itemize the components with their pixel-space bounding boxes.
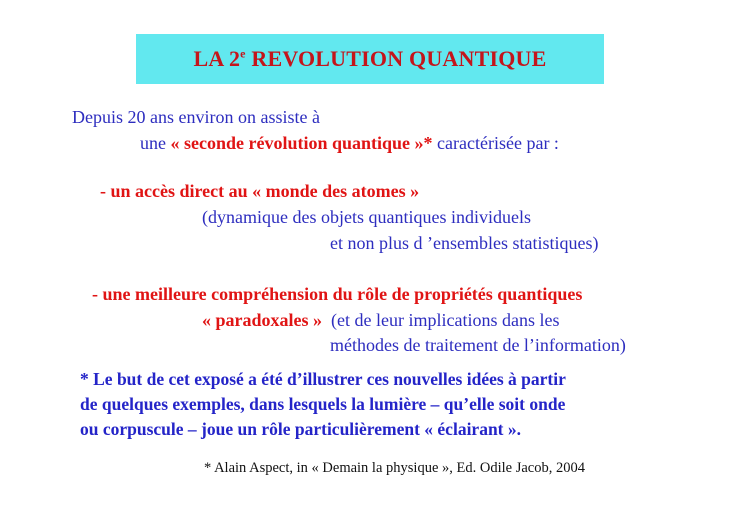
note-line-2: de quelques exemples, dans lesquels la lumière – qu’elle soit onde xyxy=(80,394,566,414)
page-title xyxy=(194,46,547,72)
title-banner xyxy=(136,34,604,84)
point1-detail-1: (dynamique des objets quantiques individuels xyxy=(202,207,531,227)
point1-detail-2: et non plus d ’ensembles statistiques) xyxy=(330,233,599,253)
intro-line-2-pre: une xyxy=(140,133,171,153)
point2-detail-1: (et de leur implications dans les xyxy=(322,310,560,330)
intro-line-2 xyxy=(140,132,559,154)
title-superscript: e xyxy=(240,46,246,61)
note-line-3: ou corpuscule – joue un rôle particulièrement « éclairant ». xyxy=(80,419,522,439)
title-prefix: LA 2 xyxy=(193,46,241,71)
point2-detail-2: méthodes de traitement de l’information) xyxy=(330,335,626,355)
citation: * Alain Aspect, in « Demain la physique », Ed. Odile Jacob, 2004 xyxy=(204,460,585,476)
point2-heading: - une meilleure compréhension du rôle de propriétés quantiques xyxy=(92,284,583,304)
point2-line-2 xyxy=(202,309,559,331)
intro-line-1: Depuis 20 ans environ on assiste à xyxy=(72,107,320,127)
intro-emphasis: « seconde révolution quantique »* xyxy=(170,133,433,153)
point1-heading: - un accès direct au « monde des atomes » xyxy=(100,181,420,201)
note-line-1: * Le but de cet exposé a été d’illustrer ces nouvelles idées à partir xyxy=(80,369,566,389)
point2-emphasis: « paradoxales » xyxy=(202,310,323,330)
intro-line-2-post: caractérisée par : xyxy=(432,133,559,153)
title-suffix: REVOLUTION QUANTIQUE xyxy=(245,46,547,71)
